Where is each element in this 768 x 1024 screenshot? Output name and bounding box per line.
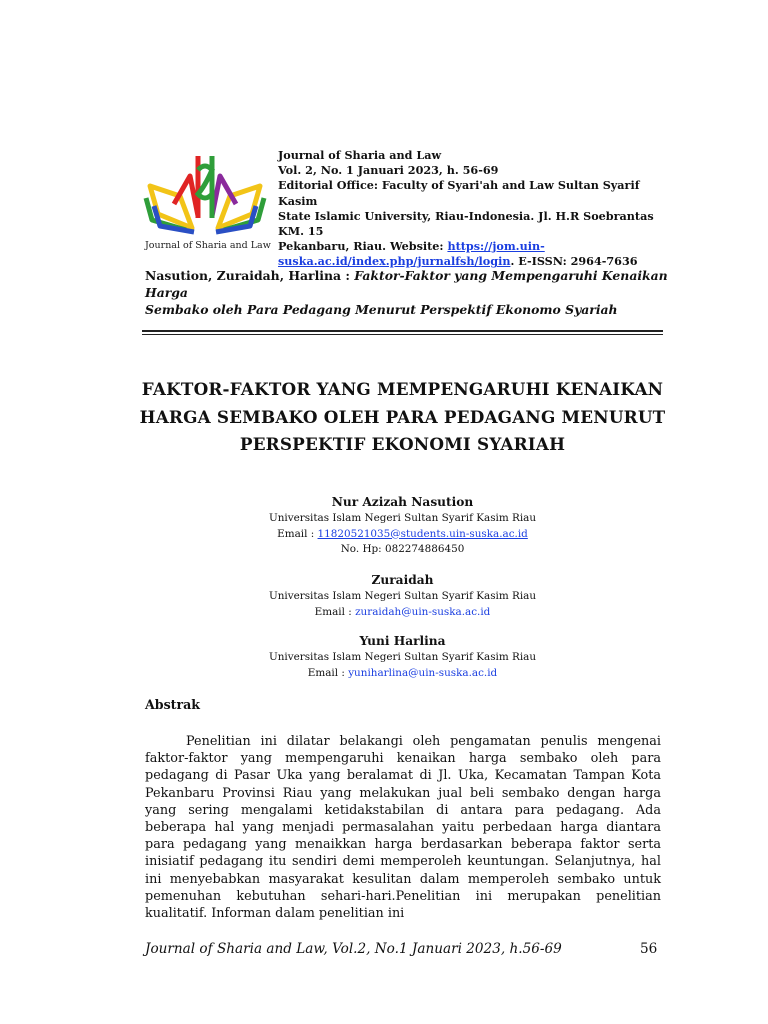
- author-email-link[interactable]: yuniharlina@uin-suska.ac.id: [348, 666, 498, 679]
- author-block-3: [140, 633, 665, 681]
- editorial-office-line-1: Editorial Office: Faculty of Syari'ah and Law Sultan Syarif Kasim: [278, 178, 640, 208]
- author-block-2: [140, 572, 665, 620]
- citation-title-line-2: Sembako oleh Para Pedagang Menurut Perspektif Ekonomo Syariah: [145, 302, 618, 317]
- volume-info: Vol. 2, No. 1 Januari 2023, h. 56-69: [278, 163, 499, 178]
- logo-monogram-icon: [198, 156, 212, 218]
- author-email-line: [140, 527, 665, 543]
- author-name: Zuraidah: [371, 573, 434, 587]
- author-name: Nur Azizah Nasution: [331, 495, 474, 509]
- logo-caption: Journal of Sharia and Law: [145, 240, 271, 251]
- author-affiliation: Universitas Islam Negeri Sultan Syarif Kasim Riau: [268, 512, 537, 524]
- header-divider-thin: [142, 334, 663, 335]
- author-name: Yuni Harlina: [359, 634, 446, 648]
- author-email-link[interactable]: zuraidah@uin-suska.ac.id: [355, 605, 491, 618]
- journal-info: [278, 148, 670, 270]
- author-email-line: [140, 666, 665, 682]
- citation: [145, 267, 685, 318]
- website-prefix: Pekanbaru, Riau. Website:: [278, 239, 448, 254]
- journal-name: Journal of Sharia and Law: [278, 148, 442, 162]
- journal-logo: [140, 146, 270, 254]
- website-link-part-1[interactable]: https://jom.uin-: [447, 239, 545, 254]
- header-divider-thick: [142, 330, 663, 332]
- email-label: Email :: [277, 527, 318, 540]
- email-label: Email :: [314, 605, 356, 618]
- footer-journal-reference: Journal of Sharia and Law, Vol.2, No.1 Januari 2023, h.56-69: [145, 941, 562, 957]
- author-phone: No. Hp: 082274886450: [340, 543, 465, 555]
- author-affiliation: Universitas Islam Negeri Sultan Syarif Kasim Riau: [268, 651, 537, 663]
- page-number: 56: [640, 941, 658, 957]
- eissn: . E-ISSN: 2964-7636: [510, 254, 638, 269]
- author-block-1: [140, 494, 665, 558]
- author-email-line: [140, 605, 665, 621]
- citation-title-line-1: Faktor-Faktor yang Mempengaruhi Kenaikan Harga: [145, 268, 668, 300]
- citation-authors: Nasution, Zuraidah, Harlina :: [145, 268, 355, 283]
- paper-title-line-3: PERSPEKTIF EKONOMI SYARIAH: [239, 434, 566, 454]
- website-link-part-2[interactable]: suska.ac.id/index.php/jurnalfsh/login: [278, 254, 511, 269]
- abstract-body: [145, 733, 661, 922]
- author-affiliation: Universitas Islam Negeri Sultan Syarif Kasim Riau: [268, 590, 537, 602]
- paper-title: [120, 376, 685, 459]
- abstract-paragraph: Penelitian ini dilatar belakangi oleh pengamatan penulis mengenai faktor-faktor yang mempengaruhi kenaikan harga sembako oleh para pedagang di Pasar Uka yang beralamat di Jl. Uka, Kecamatan Tampan Kota Pekanbaru Provinsi Riau yang melakukan jual beli sembako dengan harga yang sering mengalami ketidakstabilan di antara para pedagang. Ada beberapa hal yang menjadi permasalahan yaitu perbedaan harga diantara para pedagang yang menaikkan harga berdasarkan beberapa faktor serta inisiatif pedagang itu sendiri demi memperoleh keuntungan. Selanjutnya, hal ini menyebabkan masyarakat kesulitan dalam memperoleh sembako untuk pemenuhan kebutuhan sehari-hari.Penelitian ini merupakan penelitian kualitatif. Informan dalam penelitian ini: [145, 734, 661, 922]
- author-email-link[interactable]: 11820521035@students.uin-suska.ac.id: [317, 527, 528, 540]
- paper-title-line-2: HARGA SEMBAKO OLEH PARA PEDAGANG MENURUT: [139, 406, 666, 427]
- abstract-heading: Abstrak: [145, 697, 201, 712]
- editorial-office-line-2: State Islamic University, Riau-Indonesia. Jl. H.R Soebrantas KM. 15: [278, 208, 654, 239]
- editorial-office-line-3: [278, 239, 670, 254]
- paper-title-line-1: FAKTOR-FAKTOR YANG MEMPENGARUHI KENAIKAN: [141, 379, 664, 399]
- email-label: Email :: [307, 666, 349, 679]
